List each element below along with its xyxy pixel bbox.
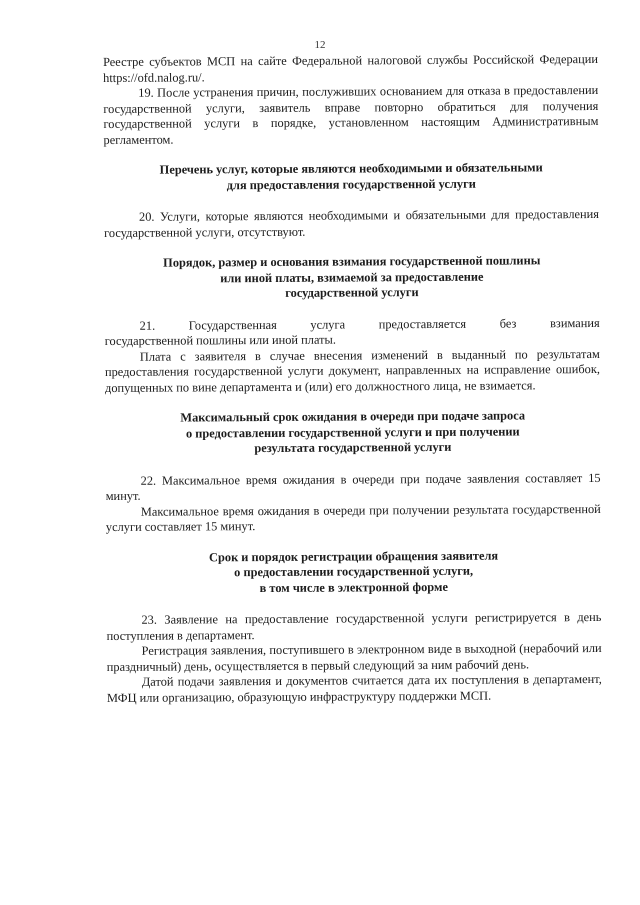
section-heading-registration [106, 547, 601, 597]
heading-line: или иной платы, взимаемой за предоставление [220, 269, 484, 285]
paragraph-20: 20. Услуги, которые являются необходимыми и обязательными для предоставления государственной услуги, отсутствуют. [104, 206, 600, 240]
page-number: 12 [314, 39, 326, 51]
paragraph-22: 22. Максимальное время ожидания в очереди при подаче заявления составляет 15 минут. [105, 470, 601, 503]
heading-line: государственной услуги [285, 285, 419, 300]
paragraph-19: 19. После устранения причин, послуживших основанием для отказа в предоставлении государственной услуги, заявитель вправе повторно обратиться для получения государственной услуги в порядке, установленном настоящим Административным регламентом. [103, 82, 599, 147]
heading-line: результата государственной услуги [254, 439, 452, 456]
paragraph-21-line1: 21. Государственная услуга предоставляется без взимания [139, 315, 600, 333]
section-heading-queue-time [105, 408, 600, 458]
heading-line: в том числе в электронной форме [259, 579, 448, 595]
heading-line: Максимальный срок ожидания в очереди при подаче запроса [180, 408, 526, 425]
paragraph-21-line2: государственной пошлины или иной платы. [104, 332, 336, 348]
heading-line: Порядок, размер и основания взимания государственной пошлины [163, 253, 541, 270]
heading-line: о предоставлении государственной услуги и при получении [185, 423, 520, 441]
paragraph-23-date: Датой подачи заявления и документов считается дата их поступления в департамент, МФЦ или организацию, образующую инфраструктуру поддержки МСП. [106, 671, 602, 705]
paragraph-21-fee: Плата с заявителя в случае внесения изменений в выданный по результатам предоставления государственной услуги документ, направленных на исправление ошибок, допущенных по вине департамента и (или) его должностного лица, не взимается. [104, 346, 600, 395]
paragraph-22-result: Максимальное время ожидания в очереди при получении результата государственной услуги составляет 15 минут. [105, 501, 601, 534]
heading-line: о предоставлении государственной услуги, [234, 563, 474, 580]
heading-line: Перечень услуг, которые являются необходимыми и обязательными [159, 160, 543, 177]
page-content [103, 52, 602, 706]
heading-line: для предоставления государственной услуги [226, 176, 476, 192]
continuation-paragraph: Реестре субъектов МСП на сайте Федеральной налоговой службы Российской Федерации https://ofd.nalog.ru/. [103, 51, 599, 85]
paragraph-23: 23. Заявление на предоставление государственной услуги регистрируется в день поступления в департамент. [106, 609, 602, 643]
heading-line: Срок и порядок регистрации обращения заявителя [208, 548, 499, 564]
paragraph-23-electronic: Регистрация заявления, поступившего в электронном виде в выходной (нерабочий или праздничный) день, осуществляется в первый следующий за ним рабочий день. [106, 640, 602, 674]
section-heading-required-services [104, 160, 599, 194]
section-heading-state-fee [104, 253, 599, 303]
